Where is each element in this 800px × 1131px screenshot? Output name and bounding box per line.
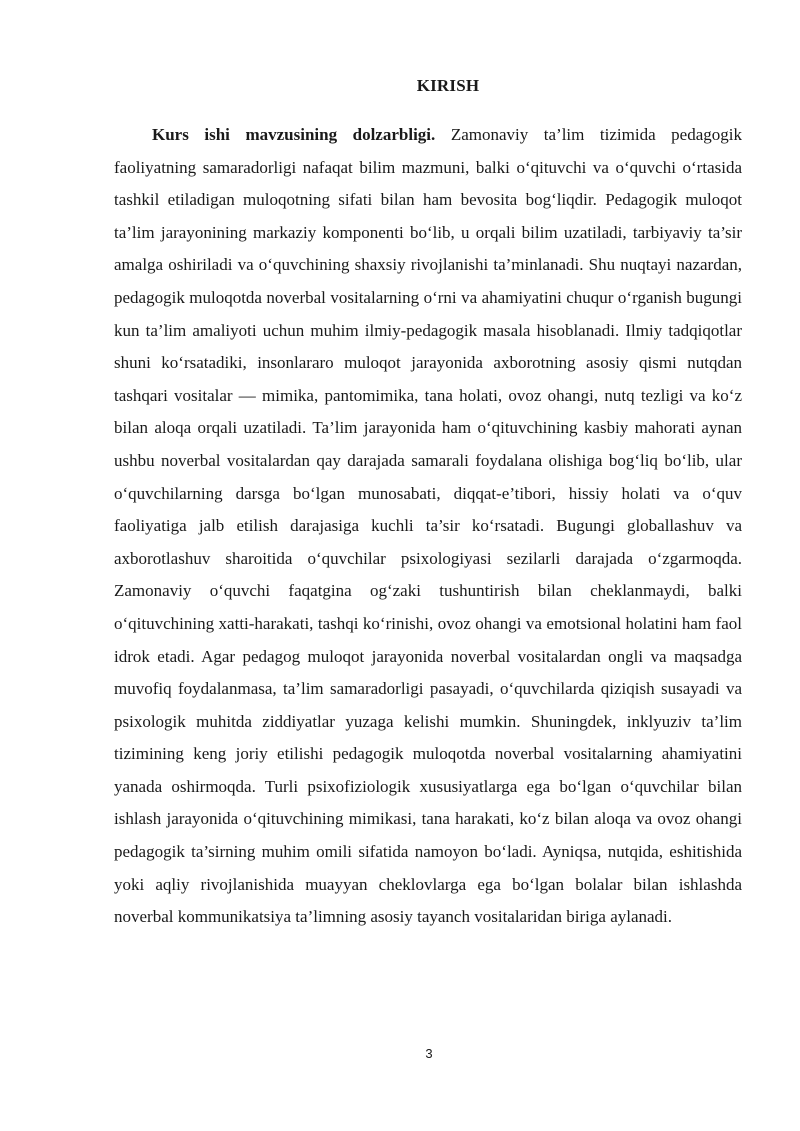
paragraph-text: Zamonaviy ta’lim tizimida pedagogik faoliyatning samaradorligi nafaqat bilim mazmuni, balki o‘qituvchi va o‘quvchi o‘rtasida tashkil etiladigan muloqotning sifati bilan ham bevosita bog‘liqdir. Pedagogik muloqot ta’lim jarayonining markaziy komponenti bo‘lib, u orqali bilim uzatiladi, tarbiyaviy ta’sir amalga oshiriladi va o‘quvchining shaxsiy rivojlanishi ta’minlanadi. Shu nuqtayi nazardan, pedagogik muloqotda noverbal vositalarning o‘rni va ahamiyatini chuqur o‘rganish bugungi kun ta’lim amaliyoti uchun muhim ilmiy-pedagogik masala hisoblanadi. Ilmiy tadqiqotlar shuni ko‘rsatadiki, insonlararo muloqot jarayonida axborotning asosiy qismi nutqdan tashqari vositalar — mimika, pantomimika, tana holati, ovoz ohangi, nutq tezligi va ko‘z bilan aloqa orqali uzatiladi. Ta’lim jarayonida ham o‘qituvchining kasbiy mahorati aynan ushbu noverbal vositalardan qay darajada samarali foydalana olishiga bog‘liq bo‘lib, ular o‘quvchilarning darsga bo‘lgan munosabati, diqqat-e’tibori, hissiy holati va o‘quv faoliyatiga jalb etilish darajasiga kuchli ta’sir ko‘rsatadi. Bugungi globallashuv va axborotlashuv sharoitida o‘quvchilar psixologiyasi sezilarli darajada o‘zgarmoqda. Zamonaviy o‘quvchi faqatgina og‘zaki tushuntirish bilan cheklanmaydi, balki o‘qituvchining xatti-harakati, tashqi ko‘rinishi, ovoz ohangi va emotsional holatini ham faol idrok etadi. Agar pedagog muloqot jarayonida noverbal vositalardan ongli va maqsadga muvofiq foydalanmasa, ta’lim samaradorligi pasayadi, o‘quvchilarda qiziqish susayadi va psixologik muhitda ziddiyatlar yuzaga kelishi mumkin. Shuningdek, inklyuziv ta’lim tizimining keng joriy etilishi pedagogik muloqotda noverbal vositalarning ahamiyatini yanada oshirmoqda. Turli psixofiziologik xususiyatlarga ega bo‘lgan o‘quvchilar bilan ishlash jarayonida o‘qituvchining mimikasi, tana harakati, ko‘z bilan aloqa va ovoz ohangi pedagogik ta’sirning muhim omili sifatida namoyon bo‘ladi. Ayniqsa, nutqida, eshitishida yoki aqliy rivojlanishida muayyan cheklovlarga ega bo‘lgan bolalar bilan ishlashda noverbal kommunikatsiya ta’limning asosiy tayanch vositalaridan biriga aylanadi. bbox=[114, 125, 742, 927]
body-paragraph bbox=[114, 119, 742, 934]
paragraph-lead: Kurs ishi mavzusining dolzarbligi. bbox=[152, 125, 436, 144]
page-number: 3 bbox=[425, 1046, 433, 1061]
section-heading: KIRISH bbox=[416, 76, 480, 95]
